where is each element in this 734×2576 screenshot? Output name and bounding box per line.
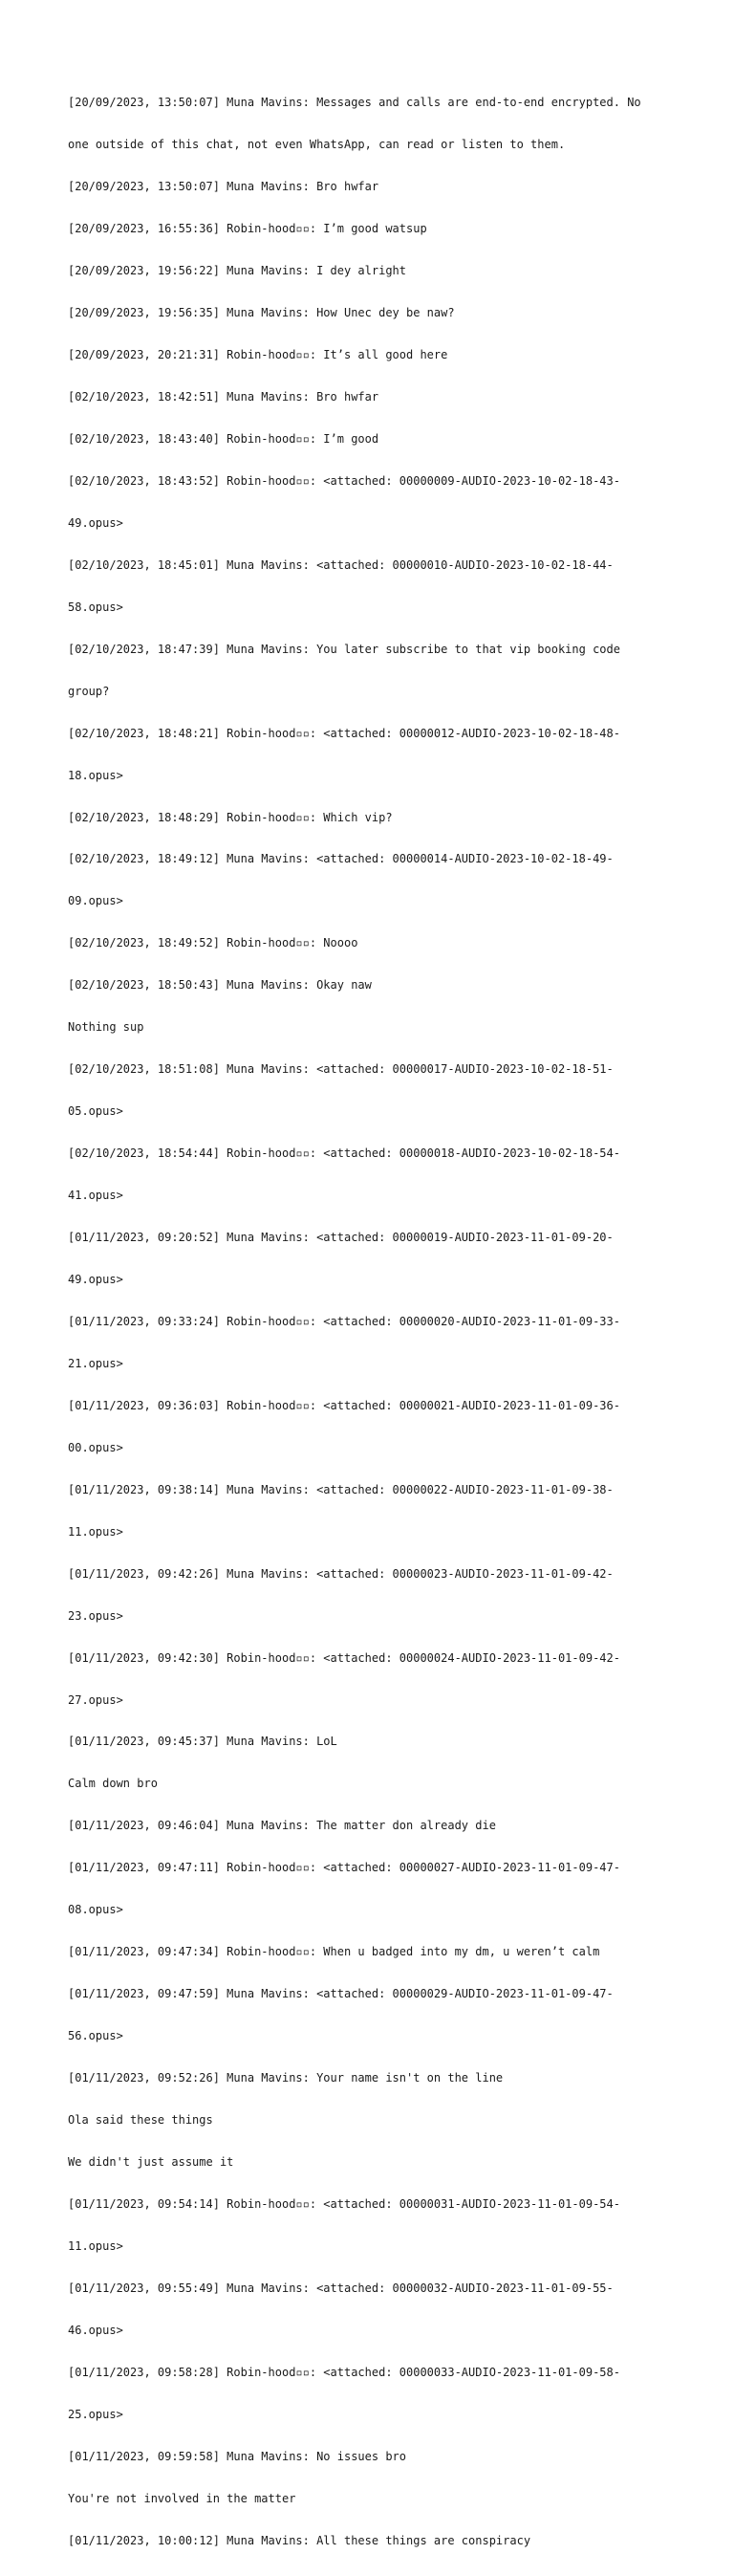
log-line: 27.opus> (68, 1692, 123, 1707)
log-line: [02/10/2023, 18:48:29] Robin-hood▫▫: Which vip? (68, 810, 393, 824)
log-line: [01/11/2023, 09:20:52] Muna Mavins: <attached: 00000019-AUDIO-2023-11-01-09-20- (68, 1231, 614, 1245)
log-line: [02/10/2023, 18:54:44] Robin-hood▫▫: <attached: 00000018-AUDIO-2023-10-02-18-54- (68, 1146, 620, 1161)
chat-transcript (68, 68, 734, 2576)
log-line: Nothing sup (68, 1020, 144, 1035)
log-line: 21.opus> (68, 1356, 123, 1370)
log-line: [01/11/2023, 09:59:58] Muna Mavins: No issues bro (68, 2449, 407, 2463)
log-line: [20/09/2023, 19:56:35] Muna Mavins: How Unec dey be naw? (68, 306, 455, 320)
log-line: [01/11/2023, 09:42:26] Muna Mavins: <attached: 00000023-AUDIO-2023-11-01-09-42- (68, 1566, 614, 1581)
log-line: [01/11/2023, 09:47:11] Robin-hood▫▫: <attached: 00000027-AUDIO-2023-11-01-09-47- (68, 1861, 620, 1875)
log-line: We didn't just assume it (68, 2155, 234, 2170)
log-line: 58.opus> (68, 600, 123, 614)
log-line: 08.opus> (68, 1903, 123, 1917)
log-line: [01/11/2023, 09:58:28] Robin-hood▫▫: <attached: 00000033-AUDIO-2023-11-01-09-58- (68, 2365, 620, 2379)
log-line: 11.opus> (68, 2238, 123, 2253)
log-line: [02/10/2023, 18:51:08] Muna Mavins: <attached: 00000017-AUDIO-2023-10-02-18-51- (68, 1062, 614, 1077)
log-line: 49.opus> (68, 1273, 123, 1286)
log-line: [01/11/2023, 09:38:14] Muna Mavins: <attached: 00000022-AUDIO-2023-11-01-09-38- (68, 1482, 614, 1496)
log-line: [01/11/2023, 10:00:12] Muna Mavins: All these things are conspiracy (68, 2533, 531, 2547)
log-line: [20/09/2023, 13:50:07] Muna Mavins: Messages and calls are end-to-end encrypted. No (68, 96, 641, 110)
log-line: [01/11/2023, 09:46:04] Muna Mavins: The matter don already die (68, 1819, 496, 1833)
log-line: [02/10/2023, 18:47:39] Muna Mavins: You later subscribe to that vip booking code (68, 642, 620, 656)
log-line: [02/10/2023, 18:50:43] Muna Mavins: Okay naw (68, 978, 372, 993)
log-line: [20/09/2023, 16:55:36] Robin-hood▫▫: I’m good watsup (68, 222, 427, 236)
log-line: [20/09/2023, 19:56:22] Muna Mavins: I dey alright (68, 264, 407, 278)
log-line: [01/11/2023, 09:47:59] Muna Mavins: <attached: 00000029-AUDIO-2023-11-01-09-47- (68, 1987, 614, 2001)
log-line: 09.opus> (68, 894, 123, 908)
log-line: 49.opus> (68, 515, 123, 530)
log-line: 05.opus> (68, 1104, 123, 1119)
log-line: [02/10/2023, 18:49:52] Robin-hood▫▫: Noooo (68, 936, 358, 950)
log-line: 56.opus> (68, 2029, 123, 2043)
log-line: [02/10/2023, 18:43:40] Robin-hood▫▫: I’m good (68, 431, 379, 446)
log-line: [01/11/2023, 09:52:26] Muna Mavins: Your name isn't on the line (68, 2071, 504, 2085)
log-line: [02/10/2023, 18:45:01] Muna Mavins: <attached: 00000010-AUDIO-2023-10-02-18-44- (68, 557, 614, 572)
log-line: [02/10/2023, 18:49:12] Muna Mavins: <attached: 00000014-AUDIO-2023-10-02-18-49- (68, 852, 614, 866)
log-line: You're not involved in the matter (68, 2491, 296, 2505)
log-line: [02/10/2023, 18:43:52] Robin-hood▫▫: <attached: 00000009-AUDIO-2023-10-02-18-43- (68, 473, 620, 488)
log-line: [20/09/2023, 13:50:07] Muna Mavins: Bro hwfar (68, 180, 379, 194)
log-line: [01/11/2023, 09:55:49] Muna Mavins: <attached: 00000032-AUDIO-2023-11-01-09-55- (68, 2281, 614, 2295)
log-line: 46.opus> (68, 2323, 123, 2337)
log-line: 25.opus> (68, 2407, 123, 2421)
log-line: Calm down bro (68, 1777, 158, 1791)
log-line: 41.opus> (68, 1189, 123, 1203)
log-line: [01/11/2023, 09:33:24] Robin-hood▫▫: <attached: 00000020-AUDIO-2023-11-01-09-33- (68, 1314, 620, 1328)
log-line: one outside of this chat, not even WhatsApp, can read or listen to them. (68, 138, 566, 152)
log-line: group? (68, 684, 110, 698)
log-line: 18.opus> (68, 768, 123, 782)
log-line: [01/11/2023, 09:54:14] Robin-hood▫▫: <attached: 00000031-AUDIO-2023-11-01-09-54- (68, 2196, 620, 2211)
log-line: 00.opus> (68, 1440, 123, 1454)
log-line: [01/11/2023, 09:36:03] Robin-hood▫▫: <attached: 00000021-AUDIO-2023-11-01-09-36- (68, 1398, 620, 1412)
log-line: [01/11/2023, 09:45:37] Muna Mavins: LoL (68, 1735, 337, 1749)
log-line: [01/11/2023, 09:42:30] Robin-hood▫▫: <attached: 00000024-AUDIO-2023-11-01-09-42- (68, 1650, 620, 1665)
log-line: [01/11/2023, 09:47:34] Robin-hood▫▫: When u badged into my dm, u weren’t calm (68, 1945, 600, 1959)
log-line: Ola said these things (68, 2113, 213, 2128)
log-line: [02/10/2023, 18:48:21] Robin-hood▫▫: <attached: 00000012-AUDIO-2023-10-02-18-48- (68, 726, 620, 740)
log-line: 11.opus> (68, 1524, 123, 1539)
log-line: [02/10/2023, 18:42:51] Muna Mavins: Bro hwfar (68, 389, 379, 404)
log-line: 23.opus> (68, 1608, 123, 1623)
log-line: [20/09/2023, 20:21:31] Robin-hood▫▫: It’s all good here (68, 348, 448, 362)
